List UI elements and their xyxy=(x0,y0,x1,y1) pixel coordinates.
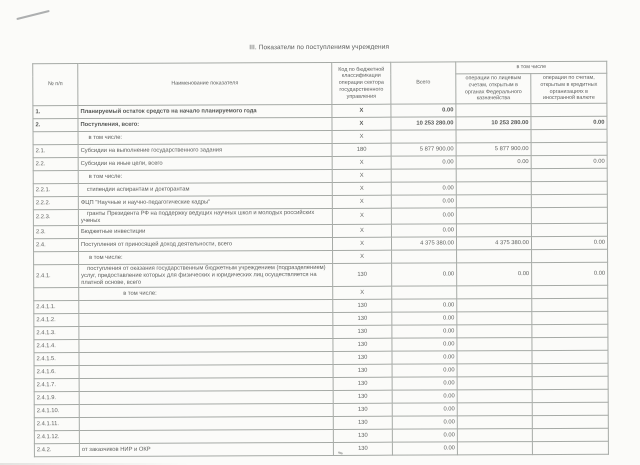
row-num-cell: 2.2.2. xyxy=(33,197,78,210)
row-num-cell: 2. xyxy=(33,119,78,132)
row-name-cell xyxy=(79,313,333,327)
row-num-cell xyxy=(34,288,79,301)
row-name-cell xyxy=(79,391,333,405)
row-total-cell: 0.00 xyxy=(392,442,457,455)
row-total-cell: 0.00 xyxy=(392,351,457,364)
row-credit-cell xyxy=(531,224,607,237)
row-treasury-cell xyxy=(456,169,531,182)
row-credit-cell: 0.00 xyxy=(531,116,607,129)
header-name: Наименование показателя xyxy=(78,62,332,105)
row-code-cell: 130 xyxy=(333,338,392,351)
row-name-cell: поступления от оказания государственным бюджетным учреждением (подразделением) услуг, предоставление которых для физических и юридических лиц осуществляется на платной основе, всего xyxy=(79,264,333,288)
row-code-cell: 130 xyxy=(333,403,392,416)
row-code-cell: 130 xyxy=(333,312,392,325)
row-num-cell: 2.4.1.6. xyxy=(34,366,79,379)
row-total-cell xyxy=(391,130,456,143)
row-code-cell: X xyxy=(332,208,391,225)
row-code-cell: X xyxy=(332,117,391,130)
row-credit-cell xyxy=(532,377,608,390)
row-num-cell: 2.2.1. xyxy=(33,184,78,197)
row-num-cell xyxy=(34,252,79,265)
row-treasury-cell xyxy=(457,377,532,390)
row-code-cell: 130 xyxy=(333,442,392,455)
row-credit-cell xyxy=(532,250,608,263)
table-body xyxy=(33,103,609,457)
row-credit-cell xyxy=(532,364,608,377)
row-treasury-cell xyxy=(457,364,532,377)
row-num-cell: 2.4.1.11. xyxy=(34,418,79,431)
row-name-cell xyxy=(79,339,333,353)
row-code-cell: X xyxy=(332,156,391,169)
row-num-cell: 2.4.1.1. xyxy=(34,301,79,314)
row-num-cell: 1. xyxy=(33,106,78,119)
row-credit-cell xyxy=(531,168,607,181)
row-code-cell: 130 xyxy=(333,377,392,390)
row-code-cell: X xyxy=(332,169,391,182)
row-code-cell: X xyxy=(332,104,391,117)
row-code-cell: 130 xyxy=(333,429,392,442)
row-code-cell: 130 xyxy=(333,416,392,429)
row-num-cell: 2.4.1.7. xyxy=(34,379,79,392)
row-num-cell: 2.4. xyxy=(33,239,78,252)
row-total-cell xyxy=(392,250,457,263)
row-total-cell xyxy=(391,169,456,182)
row-name-cell xyxy=(79,300,333,314)
row-name-cell xyxy=(79,352,333,366)
header-code: Код по бюджетной классификации операции сектора государственного управления xyxy=(332,62,391,104)
row-treasury-cell xyxy=(457,286,532,299)
row-treasury-cell: 0.00 xyxy=(457,263,532,286)
row-treasury-cell xyxy=(457,250,532,263)
row-name-cell xyxy=(79,365,333,379)
row-treasury-cell: 10 253 280.00 xyxy=(456,117,531,130)
row-code-cell: X xyxy=(333,286,392,299)
row-treasury-cell xyxy=(457,351,532,364)
row-name-cell xyxy=(79,417,333,431)
row-name-cell: стипендии аспирантам и докторантам xyxy=(78,182,332,196)
row-credit-cell xyxy=(531,103,607,116)
row-credit-cell xyxy=(532,312,608,325)
header-num: № п/п xyxy=(33,64,78,106)
row-total-cell: 0.00 xyxy=(391,104,456,117)
row-num-cell: 2.4.1.5. xyxy=(34,353,79,366)
row-treasury-cell xyxy=(456,182,531,195)
row-treasury-cell xyxy=(456,130,531,143)
row-code-cell: 130 xyxy=(333,264,392,287)
row-num-cell: 2.1. xyxy=(33,145,78,158)
row-code-cell: 130 xyxy=(333,351,392,364)
row-total-cell: 0.00 xyxy=(391,182,456,195)
row-name-cell: Планируемый остаток средств на начало планируемого года xyxy=(78,104,332,118)
row-treasury-cell xyxy=(457,312,532,325)
row-code-cell: 130 xyxy=(333,299,392,312)
row-total-cell: 0.00 xyxy=(392,338,457,351)
row-credit-cell xyxy=(532,286,608,299)
row-name-cell: Субсидии на выполнение государственного задания xyxy=(78,143,332,157)
row-credit-cell xyxy=(532,442,608,455)
row-treasury-cell: 4 375 380.00 xyxy=(456,237,531,250)
row-num-cell: 2.4.1.10. xyxy=(34,405,79,418)
row-code-cell: 180 xyxy=(332,143,391,156)
row-code-cell: 130 xyxy=(333,364,392,377)
row-name-cell xyxy=(79,378,333,392)
row-total-cell: 0.00 xyxy=(392,325,457,338)
row-num-cell xyxy=(33,132,78,145)
row-credit-cell xyxy=(532,325,608,338)
row-total-cell: 0.00 xyxy=(392,312,457,325)
row-total-cell: 0.00 xyxy=(391,224,456,237)
row-total-cell: 0.00 xyxy=(392,364,457,377)
row-total-cell: 0.00 xyxy=(391,208,456,225)
row-name-cell: в том числе: xyxy=(78,130,332,144)
row-name-cell xyxy=(79,404,333,418)
row-total-cell: 0.00 xyxy=(392,390,457,403)
row-treasury-cell xyxy=(457,299,532,312)
row-code-cell: X xyxy=(333,251,392,264)
row-credit-cell: 0.00 xyxy=(532,263,608,286)
header-credit: операции по счетам, открытым в кредитных организациях в иностранной валюте xyxy=(531,73,607,103)
row-num-cell xyxy=(33,171,78,184)
row-name-cell: ФЦП "Научные и научно-педагогические кадры" xyxy=(78,195,332,209)
row-total-cell: 0.00 xyxy=(392,416,457,429)
row-num-cell: 2.2. xyxy=(33,158,78,171)
row-total-cell: 0.00 xyxy=(392,263,457,286)
row-name-cell: Поступления, всего: xyxy=(78,117,332,131)
row-num-cell: 2.4.1.4. xyxy=(34,340,79,353)
row-num-cell: 2.4.2. xyxy=(34,444,79,457)
row-name-cell xyxy=(79,326,333,340)
row-credit-cell xyxy=(532,351,608,364)
row-total-cell: 0.00 xyxy=(392,377,457,390)
row-total-cell: 5 877 900.00 xyxy=(391,143,456,156)
row-name-cell: в том числе: xyxy=(78,169,332,183)
row-total-cell: 0.00 xyxy=(391,195,456,208)
row-treasury-cell: 0.00 xyxy=(456,156,531,169)
row-credit-cell xyxy=(532,338,608,351)
row-code-cell: X xyxy=(332,225,391,238)
row-total-cell: 0.00 xyxy=(392,299,457,312)
row-total-cell: 0.00 xyxy=(392,403,457,416)
row-credit-cell xyxy=(532,299,608,312)
row-name-cell: Поступления от приносящей доход деятельности, всего xyxy=(78,238,332,252)
row-num-cell: 2.4.1.3. xyxy=(34,327,79,340)
row-code-cell: 130 xyxy=(333,390,392,403)
row-total-cell: 0.00 xyxy=(392,429,457,442)
row-credit-cell xyxy=(531,181,607,194)
row-num-cell: 2.4.1. xyxy=(34,265,79,288)
row-name-cell: в том числе: xyxy=(79,287,333,301)
row-name-cell xyxy=(79,430,333,444)
row-total-cell: 10 253 280.00 xyxy=(391,117,456,130)
row-credit-cell xyxy=(531,194,607,207)
row-treasury-cell xyxy=(457,442,532,455)
row-name-cell: Бюджетные инвестиции xyxy=(78,225,332,239)
row-credit-cell xyxy=(532,403,608,416)
row-credit-cell xyxy=(532,429,608,442)
row-treasury-cell: 5 877 900.00 xyxy=(456,143,531,156)
row-code-cell: X xyxy=(332,130,391,143)
row-treasury-cell xyxy=(457,325,532,338)
row-name-cell: в том числе: xyxy=(79,251,333,265)
table-row xyxy=(34,442,608,458)
row-name-cell: от заказчиков НИР и ОКР xyxy=(79,443,333,457)
row-code-cell: X xyxy=(332,182,391,195)
row-treasury-cell xyxy=(456,208,531,225)
row-num-cell: 2.4.1.2. xyxy=(34,314,79,327)
row-num-cell: 2.4.1.9. xyxy=(34,392,79,405)
row-num-cell: 2.2.3. xyxy=(33,210,78,227)
row-treasury-cell xyxy=(456,224,531,237)
row-code-cell: X xyxy=(332,238,391,251)
row-num-cell: 2.4.1.12. xyxy=(34,431,79,444)
row-num-cell: 2.3. xyxy=(33,226,78,239)
header-treasury: операции по лицевым счетам, открытым в органах Федерального казначейства xyxy=(456,74,531,104)
row-code-cell: 130 xyxy=(333,325,392,338)
row-total-cell: 0.00 xyxy=(391,156,456,169)
row-treasury-cell xyxy=(457,416,532,429)
table-row xyxy=(34,263,608,288)
table-header xyxy=(33,61,607,106)
header-total: Всего xyxy=(391,62,456,104)
header-group: в том числе xyxy=(456,61,607,74)
row-name-cell: гранты Президента РФ на поддержку ведущих научных школ и молодых российских ученых xyxy=(78,208,332,225)
row-name-cell: Субсидии на иные цели, всего xyxy=(78,156,332,170)
row-treasury-cell xyxy=(456,104,531,117)
row-code-cell: X xyxy=(332,195,391,208)
row-credit-cell xyxy=(532,416,608,429)
row-total-cell xyxy=(392,286,457,299)
page-title: III. Показатели по поступлениям учреждения xyxy=(249,43,390,52)
row-credit-cell xyxy=(531,129,607,142)
row-treasury-cell xyxy=(456,195,531,208)
row-credit-cell xyxy=(531,207,607,224)
row-credit-cell xyxy=(531,142,607,155)
row-credit-cell: 0.00 xyxy=(531,155,607,168)
row-total-cell: 4 375 380.00 xyxy=(391,237,456,250)
row-credit-cell: 0.00 xyxy=(531,237,607,250)
row-treasury-cell xyxy=(457,338,532,351)
row-treasury-cell xyxy=(457,429,532,442)
row-treasury-cell xyxy=(457,403,532,416)
row-treasury-cell xyxy=(457,390,532,403)
receipts-table xyxy=(32,61,609,458)
row-credit-cell xyxy=(532,390,608,403)
